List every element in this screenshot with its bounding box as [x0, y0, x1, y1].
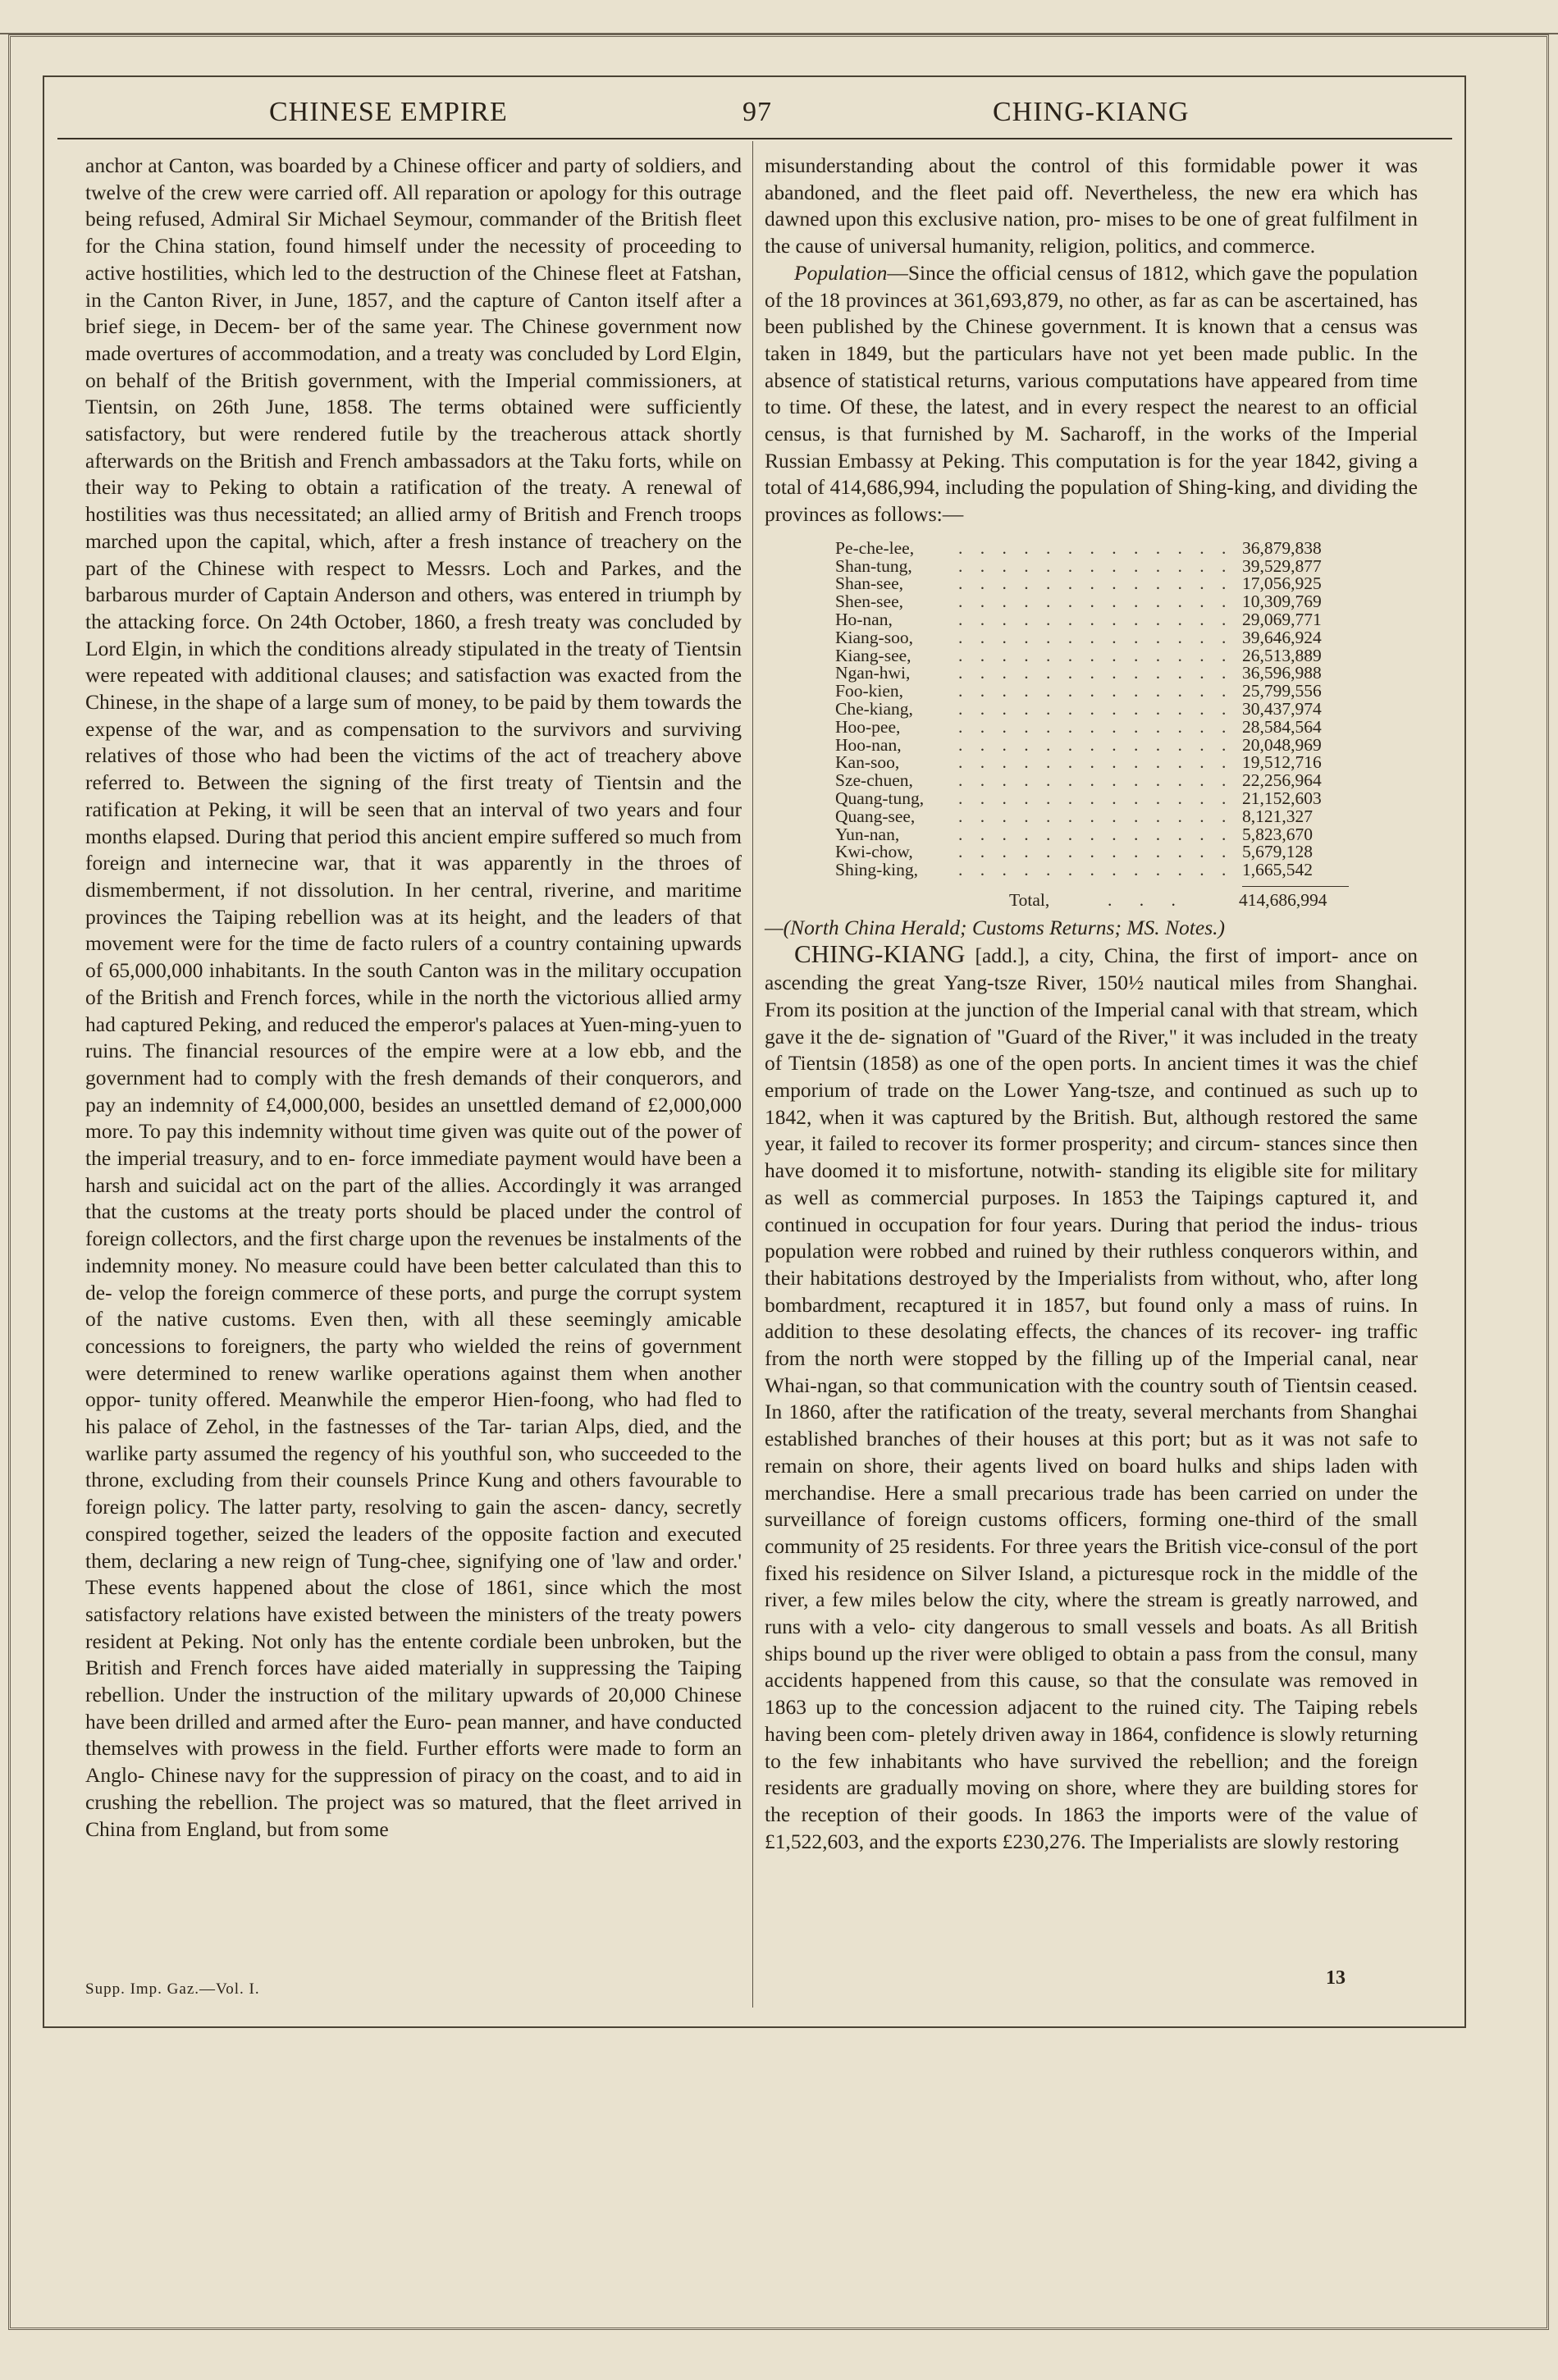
left-text-line: war, that it was apparently in the throes of dismemberment, — [85, 851, 742, 902]
entry-text-line: addition to these desolating effects, the chances of its recover- — [765, 1319, 1322, 1344]
leader-dots: . . . . . . . . . . . . . — [958, 790, 1233, 808]
entry-text-line: year, it failed to recover its former prosperity; and circum- — [765, 1131, 1260, 1156]
population-text-line: 1849, but the particulars have not yet been made public. In — [845, 340, 1382, 365]
left-text-line: renew warlike operations against them when another oppor- — [85, 1360, 742, 1412]
page-number: 97 — [742, 97, 772, 127]
left-text-line: Chinese navy for the suppression of piracy on the coast, and — [150, 1763, 665, 1788]
left-text-line: if not dissolution. In her central, riverine, and maritime — [235, 877, 742, 902]
left-text-line: China station, found himself under the necessity of proceeding — [154, 234, 716, 258]
entry-text-line: with the country south of Tientsin ceased. In 1860, after — [765, 1373, 1418, 1424]
total-rule — [1242, 886, 1349, 887]
left-text-line: of those who had been the victims of the act of treachery above — [165, 743, 742, 768]
entry-text-line: in occupation for four years. During that period the indus- — [854, 1212, 1363, 1236]
entry-headword: CHING-KIANG — [794, 939, 966, 969]
entry-text-line: the foreign residents are gradually moving on shore, where — [765, 1748, 1418, 1800]
entry-text-line: rock in the middle of the river, a few miles below the city, — [765, 1560, 1419, 1612]
left-text-line: corrupt system of the native customs. Even then, with all — [85, 1280, 742, 1332]
province-row — [835, 808, 1349, 826]
entry-text-line: the Imperial canal, near Whai-ngan, so that communication — [765, 1346, 1418, 1397]
left-text-line: money, to be paid by them towards the expense of the war, — [85, 690, 742, 741]
entry-text-line: trious population were robbed and ruined by their ruthless — [765, 1212, 1419, 1263]
entry-text-line: of 25 residents. For three years the British vice-consul of — [866, 1533, 1347, 1558]
province-name: Shen-see, — [835, 592, 903, 612]
left-text-line: on the British and French ambassadors at the Taku forts, — [180, 448, 662, 473]
province-row — [835, 861, 1349, 879]
leader-dots: . . . — [1108, 889, 1187, 910]
left-text-line: treaty. A renewal of hostilities was thus necessitated; an — [85, 475, 742, 527]
entry-text-line: the ratification of the treaty, several merchants from Shanghai — [888, 1400, 1419, 1424]
entry-text-line: exports £230,276. The Imperialists are slowly restoring — [935, 1829, 1399, 1853]
left-text-line: tunity offered. Meanwhile the emperor Hien-foong, who — [148, 1387, 639, 1412]
leader-dots: . . . . . . . . . . . . . — [958, 593, 1233, 612]
province-population: 26,513,889 — [1242, 645, 1322, 665]
left-text-line: act on the part of the allies. Accordingly it was arranged — [249, 1172, 742, 1197]
population-text-line: total of 414,686,994, including the population of Shing-king, — [765, 475, 1277, 500]
left-text-line: allied army of British and French troops marched upon the — [85, 502, 742, 553]
leader-dots: . . . . . . . . . . . . . — [958, 807, 1233, 826]
entry-text-line: standing its eligible site for military as well as commercial — [765, 1158, 1419, 1209]
province-name: Che-kiang, — [835, 699, 913, 719]
left-text-line: foreign policy. The latter party, resolving to gain the ascen- — [85, 1495, 607, 1519]
entry-text-line: treaty of Tientsin (1858) as one of the open ports. In — [765, 1024, 1418, 1076]
entry-text-line: signation of "Guard of the River," it was included in the — [891, 1024, 1364, 1048]
left-text-line: to aid in crushing the rebellion. The project was so matured, — [85, 1763, 742, 1814]
leader-dots: . . . . . . . . . . . . . — [958, 646, 1233, 665]
entry-text-line: recaptured it in 1857, but found only a mass of ruins. In — [896, 1292, 1418, 1317]
population-text-line: respect the nearest to an official census, is that furnished by — [765, 395, 1418, 446]
province-row — [835, 734, 1349, 755]
left-text-line: forces have aided materially in suppressing the Taiping — [256, 1656, 742, 1680]
entry-text-line: 1863 the imports were of the value of £1,522,603, and the — [765, 1802, 1419, 1853]
leader-dots: . . . . . . . . . . . . . — [958, 772, 1233, 790]
province-population: 21,152,603 — [1242, 788, 1322, 808]
entry-text-line: where the stream is greatly narrowed, and runs with a velo- — [765, 1587, 1419, 1639]
left-text-line: south Canton was in the military occupation of the British — [85, 958, 742, 1009]
leader-dots: . . . . . . . . . . . . . — [958, 843, 1233, 862]
province-population: 8,121,327 — [1242, 806, 1313, 826]
left-text-line: pean manner, and have conducted themselves with prowess — [85, 1709, 742, 1761]
left-text-line: Imperial commissioners, at Tientsin, on 26th June, 1858. — [85, 368, 742, 419]
province-name: Ngan-hwi, — [835, 663, 911, 683]
leader-dots: . . . . . . . . . . . . . — [958, 718, 1233, 737]
left-text-line: opposite faction and executed them, declaring a new reign of — [85, 1521, 742, 1573]
total-value: 414,686,994 — [1239, 889, 1327, 910]
province-name: Sze-chuen, — [835, 770, 913, 791]
column-divider — [752, 141, 753, 2008]
left-text-line: the revenues be instalments of the indemnity money. No — [85, 1227, 742, 1277]
province-name: Hoo-pee, — [835, 716, 901, 737]
entry-text-line: city dangerous to small vessels and boats. As all British ships — [765, 1615, 1418, 1665]
left-text-line: the conditions already stipulated in the treaty of Tientsin — [266, 636, 742, 660]
left-text-line: army had captured Peking, and reduced the emperor's palaces — [85, 984, 742, 1036]
left-text-line: The terms obtained were sufficiently satisfactory, but were — [85, 395, 742, 446]
population-text-line: Chinese government. It is known that a census was taken in — [765, 314, 1419, 365]
left-text-line: dancy, secretly conspired together, seized the leaders of the — [85, 1495, 742, 1546]
left-text-line: rendered futile by the treacherous attack shortly afterwards — [85, 422, 742, 473]
left-text-line: were repeated with additional clauses; and satisfaction was — [85, 663, 591, 688]
left-text-line: velop the foreign commerce of these ports, and purge the — [118, 1280, 610, 1304]
left-text-line: that the fleet arrived in China from England, but from some — [85, 1789, 742, 1841]
province-table — [835, 537, 1349, 910]
left-text-line: empire were at a low ebb, and the government had to comply — [85, 1039, 742, 1090]
province-row — [835, 593, 1349, 611]
left-text-line: ber of the same year. The Chinese government now made — [85, 314, 742, 365]
population-text-line: at Peking. This computation is for the year 1842, giving a — [920, 448, 1418, 473]
intro-text-line: it was abandoned, and the fleet paid off. Nevertheless, the — [765, 153, 1419, 204]
total-label: Total, — [1009, 889, 1050, 910]
population-text-line: —Since the official census of 1812, which gave — [887, 260, 1291, 285]
population-text — [765, 261, 1418, 526]
population-text-line: appeared from time to time. Of these, the latest, and in every — [765, 368, 1418, 419]
left-text-line: indemnity of £4,000,000, besides an unsettled demand of — [148, 1092, 641, 1117]
left-text-line: the treaty powers resident at Peking. Not only has the — [85, 1601, 742, 1653]
province-population: 25,799,556 — [1242, 681, 1322, 701]
entry-text-line: to the few inhabitants who have survived the rebellion; and — [765, 1748, 1310, 1773]
province-row — [835, 772, 1349, 790]
province-population: 28,584,564 — [1242, 716, 1322, 737]
left-column — [85, 153, 742, 1843]
population-text-line: as far as can be ascertained, has been published by the — [765, 287, 1419, 339]
province-population: 36,879,838 — [1242, 537, 1322, 558]
entry-text-line: [add.], a city, China, the first of import- — [965, 943, 1339, 968]
entry-text-line: the Imperial canal with that stream, which gave it the de- — [765, 997, 1418, 1048]
entry-text-line: ing traffic from the north were stopped by the filling up of — [765, 1319, 1419, 1371]
left-text-line: of soldiers, and twelve of the crew were carried off. All — [85, 153, 742, 204]
leader-dots: . . . . . . . . . . . . . — [958, 575, 1233, 594]
left-text-line: Chinese fleet at Fatshan, in the Canton River, in June, 1857, — [85, 260, 742, 312]
leader-dots: . . . . . . . . . . . . . — [958, 557, 1233, 576]
province-row — [835, 790, 1349, 808]
entry-text-line: ance on ascending the great Yang-tsze River, 150½ nautical — [765, 943, 1418, 995]
header-rule — [57, 138, 1452, 139]
province-name: Kan-soo, — [835, 752, 900, 773]
entry-text-line: bound up the river were obliged to obtain a pass from the — [813, 1641, 1300, 1665]
province-name: Shan-tung, — [835, 555, 912, 576]
source-note: —(North China Herald; Customs Returns; MS. Notes.) — [765, 915, 1225, 939]
entry-text-line: established branches of their houses at this port; but as it was — [765, 1427, 1315, 1451]
province-row — [835, 555, 1349, 576]
province-row — [835, 575, 1349, 593]
left-text-line: with the fresh demands of their conquerors, and pay an — [85, 1065, 742, 1117]
left-text-line: Lord Elgin, on behalf of the British government, with the — [85, 340, 742, 392]
entry-text-line: the port fixed his residence on Silver Island, a picturesque — [765, 1533, 1419, 1585]
left-text-line: that the customs at the treaty ports should be placed under — [85, 1199, 612, 1224]
left-text-line: overtures of accommodation, and a treaty was concluded by — [135, 340, 640, 365]
entry-text-line: Yang-tsze, and continued as such up to 1842, when it was — [765, 1078, 1418, 1129]
left-text-line: of the Chinese with respect to Messrs. Loch and Parkes, and — [130, 555, 704, 580]
left-text-line: entered in triumph by the attacking force. On 24th October, — [85, 582, 742, 633]
left-text-line: rebellion. Under the instruction of the military upwards of — [85, 1683, 600, 1707]
province-name: Shing-king, — [835, 860, 918, 880]
entry-text-line: miles from Shanghai. From its position at the junction of — [765, 971, 1419, 1021]
province-population: 10,309,769 — [1242, 592, 1322, 612]
left-text-line: entente cordiale been unbroken, but the British and French — [85, 1629, 742, 1680]
leader-dots: . . . . . . . . . . . . . — [958, 754, 1233, 773]
left-text-line: country containing upwards of 65,000,000 inhabitants. In the — [85, 931, 742, 983]
left-text-line: from their counsels Prince Kung and others favourable to — [241, 1468, 742, 1492]
leader-dots: . . . . . . . . . . . . . — [958, 701, 1233, 719]
left-text-line: in the field. Further efforts were made to form an Anglo- — [85, 1736, 742, 1788]
left-text-line: and French forces, while in the north the victorious allied — [203, 984, 693, 1009]
province-population: 22,256,964 — [1242, 770, 1322, 791]
left-text-line: 1860, a fresh treaty was concluded by Lord Elgin, in which — [85, 609, 742, 660]
population-text-line: the population of the 18 provinces at 361,693,879, no other, — [765, 260, 1419, 312]
population-text-line: the absence of statistical returns, various computations have — [765, 340, 1418, 392]
header-left: CHINESE EMPIRE — [269, 97, 508, 127]
province-name: Kiang-see, — [835, 645, 911, 665]
left-text-line: reparation or apology for this outrage being refused, Admiral — [85, 180, 742, 231]
left-text-line: Sir Michael Seymour, commander of the British fleet for the — [85, 207, 742, 258]
leader-dots: . . . . . . . . . . . . . — [958, 628, 1233, 647]
province-row — [835, 826, 1349, 844]
entry-text-line: captured by the British. But, although restored the same — [931, 1104, 1418, 1129]
entry-text-line: pletely driven away in 1864, confidence is slowly returning — [920, 1721, 1419, 1746]
left-text-line: and the ratification at Peking, it will be seen that an interval of — [85, 770, 742, 821]
province-name: Kwi-chow, — [835, 842, 913, 862]
province-row — [835, 683, 1349, 701]
footer-signature-line: Supp. Imp. Gaz.—Vol. I. — [85, 1980, 260, 1998]
province-population: 39,529,877 — [1242, 555, 1322, 576]
province-name: Kiang-soo, — [835, 627, 913, 647]
left-text-line: happened about the close of 1861, since which the most — [212, 1575, 742, 1600]
right-column — [765, 153, 1418, 1855]
left-text-line: ancient empire suffered so much from foreign and internecine — [85, 824, 742, 875]
left-text-line: Tung-chee, signifying one of 'law and order.' These events — [85, 1548, 742, 1600]
intro-text-line: new era which has dawned upon this exclusive nation, pro- — [765, 180, 1419, 231]
entry-text-line: they are building stores for the reception of their goods. In — [765, 1775, 1418, 1826]
province-population: 19,512,716 — [1242, 752, 1322, 773]
left-text-line: was quite out of the power of the imperial treasury, and to en- — [85, 1119, 742, 1171]
province-population: 5,823,670 — [1242, 824, 1313, 844]
left-text-line: while on their way to Peking to obtain a ratification of the — [85, 448, 742, 500]
province-population: 29,069,771 — [1242, 610, 1322, 630]
province-name: Hoo-nan, — [835, 734, 902, 755]
leader-dots: . . . . . . . . . . . . . — [958, 825, 1233, 844]
province-name: Shan-see, — [835, 573, 903, 594]
left-text-line: referred to. Between the signing of the first treaty of Tientsin — [85, 770, 662, 795]
population-paragraph — [765, 260, 1418, 528]
left-text-line: leaders of that movement were for the time de facto rulers of a — [85, 904, 742, 956]
entry-text-line: consulate was removed in 1863 up to the concession adjacent — [765, 1668, 1418, 1720]
leader-dots: . . . . . . . . . . . . . — [958, 736, 1233, 755]
left-text-line: and as compensation to the survivors and surviving relatives — [85, 716, 742, 768]
left-text-line: provinces the Taiping rebellion was at its height, and the — [85, 904, 603, 929]
running-header — [57, 97, 1452, 138]
province-row — [835, 629, 1349, 647]
province-row — [835, 611, 1349, 629]
entry-text-line: stances since then have doomed it to misfortune, notwith- — [765, 1131, 1419, 1183]
entry-text-line: trade has been carried on under the surveillance of foreign — [765, 1480, 1419, 1532]
left-text-line: the control of foreign collectors, and the first charge upon — [85, 1199, 742, 1251]
province-population: 17,056,925 — [1242, 573, 1322, 594]
entry-text — [765, 943, 1418, 1852]
intro-text-line: misunderstanding about the control of this formidable power — [765, 153, 1344, 177]
entry-text-line: and ships laden with merchandise. Here a small precarious — [765, 1453, 1419, 1505]
province-population: 39,646,924 — [1242, 627, 1322, 647]
province-population: 30,437,974 — [1242, 699, 1322, 719]
intro-text-line: mises to be one of great fulfilment in the cause of universal — [765, 207, 1418, 258]
left-text-line: to active hostilities, which led to the destruction of the — [85, 234, 742, 285]
province-population: 1,665,542 — [1242, 860, 1313, 880]
left-text-line: had fled to his palace of Zehol, in the fastnesses of the Tar- — [85, 1387, 742, 1439]
left-text-line: two years and four months elapsed. During that period this — [85, 797, 742, 848]
province-population: 36,596,988 — [1242, 663, 1322, 683]
leader-dots: . . . . . . . . . . . . . — [958, 665, 1233, 683]
entry-text-line: consul, many accidents happened from this cause, so that the — [765, 1641, 1419, 1692]
leader-dots: . . . . . . . . . . . . . — [958, 861, 1233, 879]
province-row — [835, 716, 1349, 737]
header-right: CHING-KIANG — [993, 97, 1190, 127]
population-label: Population — [794, 260, 888, 285]
entry-text-line: conquerors within, and their habitations destroyed by the — [765, 1239, 1418, 1290]
entry-text-line: Imperialists from without, who, after long bombardment, — [765, 1265, 1418, 1317]
entry-text-line: customs officers, forming one-third of the small community — [765, 1507, 1419, 1558]
entry-text-line: not safe to remain on shore, their agents lived on board hulks — [765, 1427, 1418, 1478]
right-intro-text — [765, 153, 1418, 260]
province-row — [835, 647, 1349, 665]
left-text-line: at Yuen-ming-yuen to ruins. The financial resources of the — [85, 1012, 742, 1063]
entry-text-line: to the ruined city. The Taiping rebels having been com- — [765, 1695, 1418, 1746]
entry-text-line: ancient times it was the chief emporium of trade on the Lower — [765, 1051, 1419, 1102]
province-row — [835, 665, 1349, 683]
leader-dots: . . . . . . . . . . . . . — [958, 683, 1233, 701]
province-row — [835, 537, 1349, 558]
province-name: Yun-nan, — [835, 824, 900, 844]
province-name: Ho-nan, — [835, 610, 893, 630]
left-text-line: force immediate payment would have been a harsh and suicidal — [85, 1146, 742, 1197]
left-text-line: £2,000,000 more. To pay this indemnity without time given — [85, 1092, 742, 1144]
total-row — [835, 889, 1349, 910]
province-name: Quang-see, — [835, 806, 916, 826]
leader-dots: . . . . . . . . . . . . . — [958, 539, 1233, 558]
left-text-line: who wielded the reins of government were determined to — [85, 1333, 742, 1385]
ching-kiang-entry — [765, 941, 1418, 1855]
province-row — [835, 754, 1349, 772]
left-text-line: and the capture of Canton itself after a brief siege, in Decem- — [85, 287, 742, 339]
population-text-line: and dividing the provinces as follows:— — [765, 475, 1419, 527]
leader-dots: . . . . . . . . . . . . . — [958, 611, 1233, 629]
intro-text-line: humanity, religion, politics, and commerce. — [952, 234, 1316, 258]
entry-text-line: purposes. In 1853 the Taipings captured it, and continued — [765, 1185, 1418, 1236]
left-text-line: satisfactory relations have existed between the ministers of — [85, 1601, 588, 1626]
province-name: Foo-kien, — [835, 681, 904, 701]
left-column-text — [85, 153, 742, 1843]
province-name: Pe-che-lee, — [835, 537, 915, 558]
province-row — [835, 701, 1349, 719]
population-text-line: M. Sacharoff, in the works of the Imperial Russian Embassy — [765, 422, 1418, 473]
left-text-line: of his youthful son, who succeeded to the throne, excluding — [85, 1441, 742, 1492]
left-text-line: measure could have been better calculated than this to de- — [85, 1253, 742, 1304]
left-text-line: anchor at Canton, was boarded by a Chinese officer and party — [85, 153, 607, 177]
left-text-line: 20,000 Chinese have been drilled and armed after the Euro- — [85, 1683, 742, 1734]
signature-mark: 13 — [1326, 1967, 1346, 1989]
left-text-line: capital, which, after a fresh instance of treachery on the part — [85, 528, 742, 580]
province-row — [835, 843, 1349, 861]
province-population: 5,679,128 — [1242, 842, 1313, 862]
province-population: 20,048,969 — [1242, 734, 1322, 755]
left-text-line: tarian Alps, died, and the warlike party assumed the regency — [85, 1414, 742, 1465]
province-name: Quang-tung, — [835, 788, 925, 808]
left-text-line: these seemingly amicable concessions to foreigners, the party — [85, 1307, 742, 1358]
left-text-line: exacted from the Chinese, in the shape of a large sum of — [85, 663, 742, 715]
left-text-line: the barbarous murder of Captain Anderson and others, was — [85, 555, 742, 607]
